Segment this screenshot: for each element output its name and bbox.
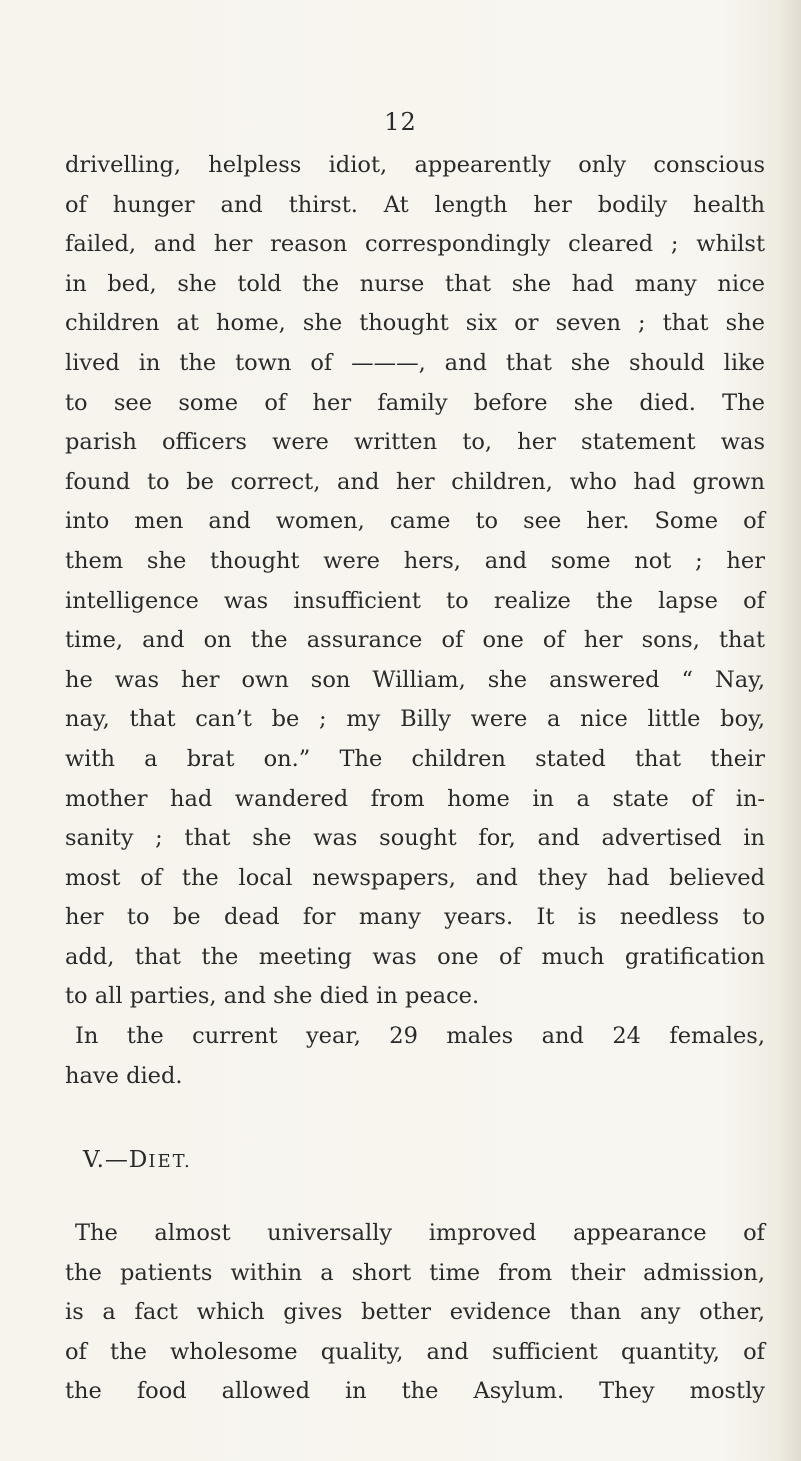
text-line: drivelling, helpless idiot, appearently only conscious [65, 152, 765, 178]
text-line: is a fact which gives better evidence than any other, [65, 1299, 765, 1326]
text-line: children at home, she thought six or seven ; that she [65, 310, 765, 337]
text-line: of the wholesome quality, and sufficient quantity, of [65, 1338, 765, 1365]
text-line: found to be correct, and her children, who had grown [65, 468, 765, 495]
text-line: in bed, she told the nurse that she had many nice [65, 270, 765, 297]
section-heading-numeral: V.—D [83, 1147, 149, 1173]
text-line: add, that the meeting was one of much gratification [65, 943, 765, 970]
text-line: to see some of her family before she died. The [65, 389, 765, 416]
text-line: intelligence was insufficient to realize the lapse of [65, 587, 765, 614]
text-line: into men and women, came to see her. Some of [65, 508, 765, 535]
text-line: have died. [65, 1062, 183, 1089]
section-heading [83, 1147, 192, 1173]
text-line: mother had wandered from home in a state of in- [65, 785, 765, 812]
text-line: The almost universally improved appearance of [75, 1220, 765, 1246]
text-line: nay, that can’t be ; my Billy were a nice little boy, [65, 706, 765, 733]
section-heading-title: IET. [148, 1151, 192, 1172]
text-line: time, and on the assurance of one of her sons, that [65, 627, 765, 654]
text-line: them she thought were hers, and some not ; her [65, 547, 765, 574]
text-line: with a brat on.” The children stated that their [65, 745, 765, 772]
text-line: her to be dead for many years. It is needless to [65, 904, 765, 931]
text-line: he was her own son William, she answered “ Nay, [65, 666, 765, 693]
text-line: of hunger and thirst. At length her bodily health [65, 191, 765, 218]
text-line: to all parties, and she died in peace. [65, 983, 480, 1010]
text-line: most of the local newspapers, and they had believed [65, 864, 765, 891]
text-line: In the current year, 29 males and 24 females, [75, 1023, 765, 1050]
text-line: the patients within a short time from their admission, [65, 1259, 765, 1286]
text-line: failed, and her reason correspondingly cleared ; whilst [65, 231, 765, 258]
section-body-text [65, 1214, 765, 1412]
page-edge-shadow [779, 0, 801, 1461]
page-number: 12 [384, 108, 417, 136]
text-line: parish officers were written to, her statement was [65, 429, 765, 456]
text-line: lived in the town of ———, and that she should like [65, 349, 765, 376]
text-line: sanity ; that she was sought for, and advertised in [65, 825, 765, 852]
text-line: the food allowed in the Asylum. They mostly [65, 1378, 765, 1405]
body-text [65, 146, 765, 1096]
